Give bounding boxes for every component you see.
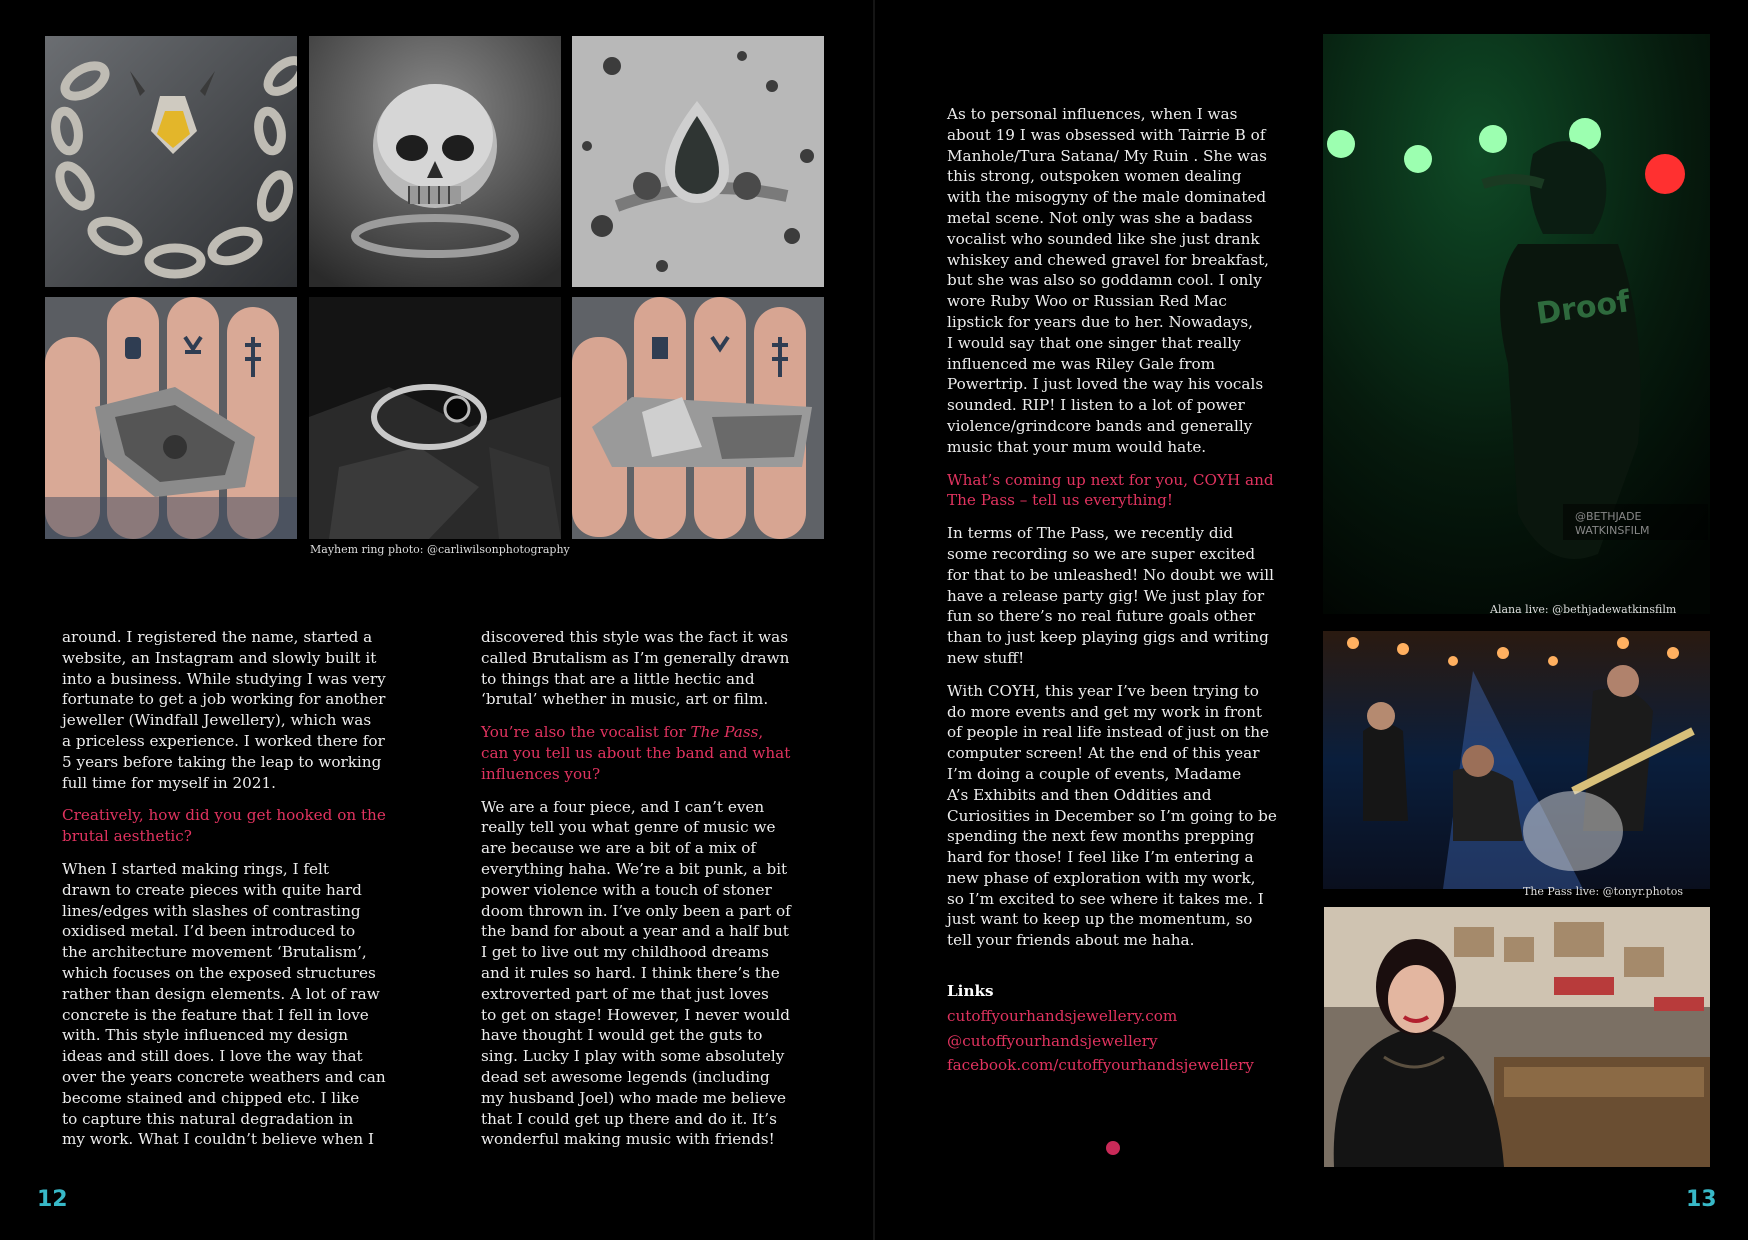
mayhem-ring-photo bbox=[309, 297, 561, 539]
intro-paragraph: around. I registered the name, started a website, an Instagram and slowly built it into a business. While studying I was very fortunate to get a job working for another jeweller (Windfall Jewellery), which was a priceless experience. I worked there for 5 years before taking the leap to working full time for myself in 2021. bbox=[62, 628, 386, 792]
influences-paragraph: As to personal influences, when I was about 19 I was obsessed with Tairrie B of Manhole/Tura Satana/ My Ruin . She was this strong, outspoken women dealing with the misogyny of the male dominated metal scene. Not only was she a badass vocalist who sounded like she just drank whiskey and chewed gravel for breakfast, but she was also so goddamn cool. I only wore Ruby Woo or Russian Red Mac lipstick for years due to her. Nowadays, I would say that one singer that really influenced me was Riley Gale from Powertrip. I just loved the way his vocals sounded. RIP! I listen to a lot of power violence/grindcore bands and generally music that your mum would hate. bbox=[947, 105, 1270, 456]
page-number-left: 12 bbox=[37, 1187, 68, 1212]
the-pass-live-photo bbox=[1323, 631, 1710, 889]
question-text-b: , can you tell us about the band and what influences you? bbox=[481, 723, 791, 783]
end-of-article-dot bbox=[1106, 1141, 1120, 1155]
chain-necklace-photo bbox=[45, 36, 297, 287]
skull-ring-photo bbox=[309, 36, 561, 287]
left-column-1 bbox=[62, 627, 407, 1150]
question-the-pass bbox=[481, 722, 826, 784]
page-number-right: 13 bbox=[1686, 1187, 1717, 1212]
double-finger-ring-photo bbox=[572, 297, 824, 539]
alana-live-photo bbox=[1323, 34, 1710, 614]
photo-watermark-1: @BETHJADE bbox=[1575, 510, 1642, 523]
alana-live-caption: Alana live: @bethjadewatkinsfilm bbox=[1490, 603, 1677, 616]
answer-the-pass: We are a four piece, and I can’t even really tell you what genre of music we are because we are a bit of a mix of everything haha. We’re a bit punk, a bit power violence with a touch of stoner doom thrown in. I’ve only been a part of the band for about a year and a half but I get to live out my childhood dreams and it rules so hard. I think there’s the extroverted part of me that just loves to get on stage! However, I never would have thought I would get the guts to sing. Lucky I play with some absolutely dead set awesome legends (including my husband Joel) who made me believe that I could get up there and do it. It’s wonderful making music with friends! bbox=[481, 797, 791, 1149]
teardrop-ring-photo bbox=[572, 36, 824, 287]
left-column-2 bbox=[481, 627, 826, 1150]
tattooed-hand-ring-photo bbox=[45, 297, 297, 539]
workshop-portrait-photo bbox=[1324, 907, 1710, 1167]
band-name: The Pass bbox=[690, 723, 759, 742]
brutalism-paragraph: discovered this style was the fact it was called Brutalism as I’m generally drawn to things that are a little hectic and ‘brutal’ whether in music, art or film. bbox=[481, 628, 790, 709]
links-heading: Links bbox=[947, 982, 994, 1001]
photo-caption: Mayhem ring photo: @carliwilsonphotography bbox=[310, 543, 570, 556]
question-brutal-aesthetic: Creatively, how did you get hooked on the brutal aesthetic? bbox=[62, 806, 386, 846]
question-whats-next: What’s coming up next for you, COYH and The Pass – tell us everything! bbox=[947, 470, 1274, 510]
facebook-link[interactable]: facebook.com/cutoffyourhandsjewellery bbox=[947, 1056, 1254, 1075]
right-column bbox=[947, 104, 1292, 1076]
answer-the-pass-plans: In terms of The Pass, we recently did some recording so we are super excited for that to be unleashed! No doubt we will have a release party gig! We just play for fun so there’s no real future goals other than to just keep playing gigs and writing new stuff! bbox=[947, 524, 1274, 667]
the-pass-live-caption: The Pass live: @tonyr.photos bbox=[1523, 885, 1683, 898]
left-page bbox=[0, 0, 873, 1240]
answer-brutal-aesthetic: When I started making rings, I felt drawn to create pieces with quite hard lines/edges with slashes of contrasting oxidised metal. I’d been introduced to the architecture movement ‘Brutalism’, which focuses on the exposed structures rather than design elements. A lot of raw concrete is the feature that I fell in love with. This style influenced my design ideas and still does. I love the way that over the years concrete weathers and can become stained and chipped etc. I like to capture this natural degradation in my work. What I couldn’t believe when I bbox=[62, 859, 386, 1149]
svg-text:Droof: Droof bbox=[1534, 284, 1633, 332]
photo-watermark-2: WATKINSFILM bbox=[1575, 524, 1650, 537]
instagram-link[interactable]: @cutoffyourhandsjewellery bbox=[947, 1031, 1158, 1050]
right-page bbox=[875, 0, 1748, 1240]
website-link[interactable]: cutoffyourhandsjewellery.com bbox=[947, 1006, 1178, 1025]
answer-coyh-plans: With COYH, this year I’ve been trying to do more events and get my work in front of people in real life instead of just on the computer screen! At the end of this year I’m doing a couple of events, Madame A’s Exhibits and then Oddities and Curiosities in December so I’m going to be spending the next few months prepping hard for those! I feel like I’m entering a new phase of exploration with my work, so I’m excited to see where it takes me. I just want to keep up the momentum, so tell your friends about me haha. bbox=[947, 681, 1277, 950]
question-text-a: You’re also the vocalist for bbox=[481, 723, 691, 742]
